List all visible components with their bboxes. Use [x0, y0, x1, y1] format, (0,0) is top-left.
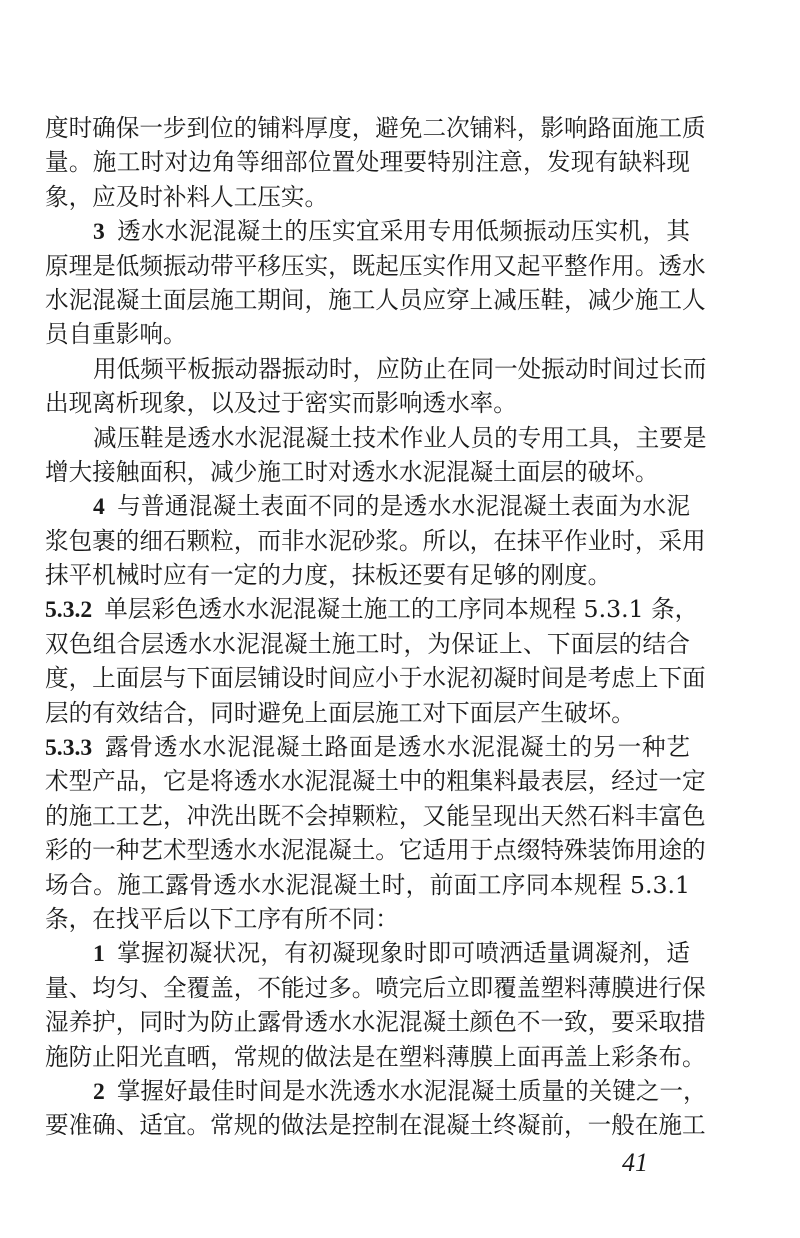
clause-number: 3	[93, 219, 105, 246]
text-line	[45, 799, 706, 833]
line-text: 出现离析现象，以及过于密实而影响透水率。	[45, 389, 517, 418]
text-line	[45, 214, 690, 248]
line-text: 双色组合层透水水泥混凝土施工时，为保证上、下面层的结合	[45, 629, 690, 658]
text-line	[45, 317, 690, 351]
line-text: 掌握初凝状况，有初凝现象时即可喷洒适量调凝剂，适	[116, 939, 690, 968]
line-text: 湿养护，同时为防止露骨透水水泥混凝土颜色不一致，要采取措	[45, 1008, 706, 1037]
line-text: 减压鞋是透水水泥混凝土技术作业人员的专用工具，主要是	[93, 423, 707, 452]
text-line	[45, 1074, 707, 1108]
text-line	[45, 627, 690, 661]
text-line	[45, 902, 690, 936]
line-text: 术型产品，它是将透水水泥混凝土中的粗集料最表层，经过一定	[45, 767, 706, 796]
clause-number: 5.3.3	[45, 735, 93, 762]
text-line	[45, 592, 699, 626]
text-line	[45, 421, 707, 455]
clause-number: 2	[93, 1078, 105, 1105]
line-text: 露骨透水水泥混凝土路面是透水水泥混凝土的另一种艺	[104, 733, 690, 762]
text-line	[45, 249, 706, 283]
text-line	[45, 180, 690, 214]
clause-number: 4	[93, 494, 105, 521]
line-text: 条，在找平后以下工序有所不同：	[45, 904, 399, 933]
line-text: 水泥混凝土面层施工期间，施工人员应穿上减压鞋，减少施工人	[45, 285, 706, 314]
text-line	[45, 1040, 706, 1074]
line-text: 量。施工时对边角等细部位置处理要特别注意，发现有缺料现	[45, 148, 690, 177]
text-line	[45, 489, 690, 523]
line-text: 增大接触面积，减少施工时对透水水泥混凝土面层的破坏。	[45, 457, 659, 486]
text-line	[45, 1005, 706, 1039]
line-text: 度，上面层与下面层铺设时间应小于水泥初凝时间是考虑上下面	[45, 664, 706, 693]
text-line	[45, 524, 706, 558]
text-line	[45, 111, 706, 145]
line-text: 掌握好最佳时间是水洗透水水泥混凝土质量的关键之一，	[116, 1076, 707, 1105]
text-line	[45, 558, 690, 592]
text-line	[45, 833, 706, 867]
clause-number: 1	[93, 941, 105, 968]
text-line	[45, 936, 690, 970]
line-text: 单层彩色透水水泥混凝土施工的工序同本规程 5.3.1 条，	[104, 595, 699, 624]
text-line	[45, 730, 690, 764]
text-line	[45, 455, 690, 489]
clause-number: 5.3.2	[45, 597, 93, 624]
page-number: 41	[622, 1148, 648, 1177]
line-text: 施防止阳光直晒，常规的做法是在塑料薄膜上面再盖上彩条布。	[45, 1042, 706, 1071]
text-line	[45, 352, 707, 386]
line-text: 与普通混凝土表面不同的是透水水泥混凝土表面为水泥	[116, 492, 690, 521]
line-text: 层的有效结合，同时避免上面层施工对下面层产生破坏。	[45, 698, 635, 727]
line-text: 浆包裹的细石颗粒，而非水泥砂浆。所以，在抹平作业时，采用	[45, 526, 706, 555]
text-line	[45, 145, 690, 179]
line-text: 透水水泥混凝土的压实宜采用专用低频振动压实机，其	[116, 217, 690, 246]
line-text: 象，应及时补料人工压实。	[45, 182, 329, 211]
line-text: 的施工工艺，冲洗出既不会掉颗粒，又能呈现出天然石料丰富色	[45, 801, 706, 830]
text-line	[45, 283, 706, 317]
text-line	[45, 386, 690, 420]
text-line	[45, 764, 706, 798]
text-line	[45, 661, 706, 695]
line-text: 用低频平板振动器振动时，应防止在同一处振动时间过长而	[93, 354, 707, 383]
line-text: 度时确保一步到位的铺料厚度，避免二次铺料，影响路面施工质	[45, 114, 706, 142]
line-text: 员自重影响。	[45, 320, 187, 349]
line-text: 要准确、适宜。常规的做法是控制在混凝土终凝前，一般在施工	[45, 1111, 706, 1140]
document-body	[45, 111, 707, 1143]
text-line	[45, 868, 690, 902]
text-line	[45, 1108, 706, 1142]
line-text: 原理是低频振动带平移压实，既起压实作用又起平整作用。透水	[45, 251, 706, 280]
line-text: 彩的一种艺术型透水水泥混凝土。它适用于点缀特殊装饰用途的	[45, 836, 706, 865]
line-text: 抹平机械时应有一定的力度，抹板还要有足够的刚度。	[45, 561, 612, 590]
text-line	[45, 696, 690, 730]
line-text: 场合。施工露骨透水水泥混凝土时，前面工序同本规程 5.3.1	[45, 870, 690, 899]
line-text: 量、均匀、全覆盖，不能过多。喷完后立即覆盖塑料薄膜进行保	[45, 973, 706, 1002]
text-line	[45, 971, 706, 1005]
